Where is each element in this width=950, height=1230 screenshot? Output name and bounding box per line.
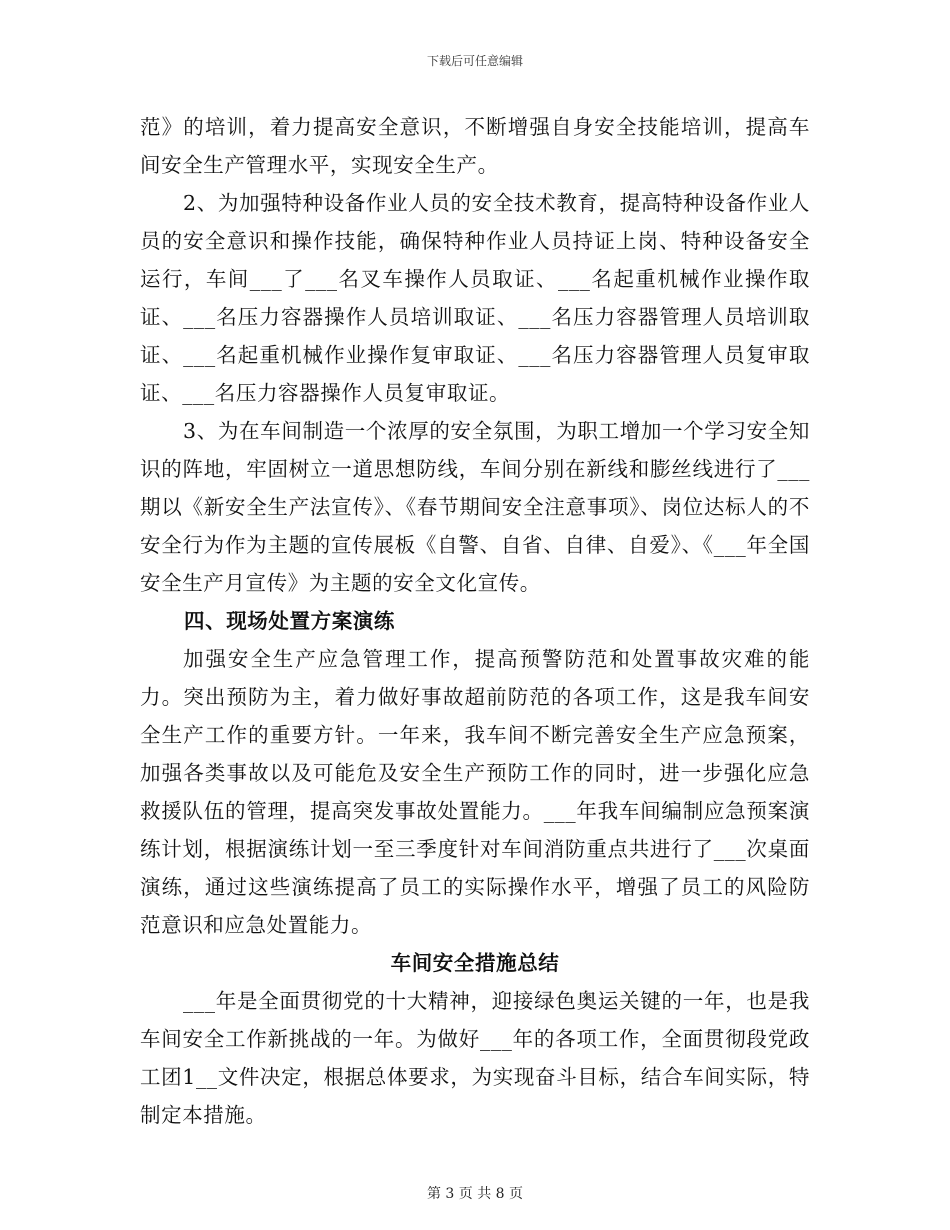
section-title: 车间安全措施总结 (390, 951, 560, 975)
page-number: 第 3 页 共 8 页 (426, 1186, 524, 1202)
paragraph-item-3: 3、为在车间制造一个浓厚的安全氛围，为职工增加一个学习安全知识的阵地，牢固树立一道思想防线，车间分别在新线和膨丝线进行了___期以《新安全生产法宣传》、《春节期间安全注意事项》、岗位达标人的不安全行为作为主题的宣传展板《自警、自省、自律、自爱》、《___年全国安全生产月宣传》为主题的安全文化宣传。 (140, 419, 810, 595)
paragraph-measures: ___年是全面贯彻党的十大精神，迎接绿色奥运关键的一年，也是我车间安全工作新挑战的一年。为做好___年的各项工作，全面贯彻段党政工团1__文件决定，根据总体要求，为实现奋斗目标，结合车间实际，特制定本措施。 (140, 989, 810, 1127)
paragraph-drill: 加强安全生产应急管理工作，提高预警防范和处置事故灾难的能力。突出预防为主，着力做好事故超前防范的各项工作，这是我车间安全生产工作的重要方针。一年来，我车间不断完善安全生产应急预案，加强各类事故以及可能危及安全生产预防工作的同时，进一步强化应急救援队伍的管理，提高突发事故处置能力。___年我车间编制应急预案演练计划，根据演练计划一至三季度针对车间消防重点共进行了___次桌面演练，通过这些演练提高了员工的实际操作水平，增强了员工的风险防范意识和应急处置能力。 (140, 647, 810, 937)
header-note: 下载后可任意编辑 (426, 54, 523, 68)
document-body (140, 108, 810, 1134)
paragraph-continuation: 范》的培训，着力提高安全意识，不断增强自身安全技能培训，提高车间安全生产管理水平，实现安全生产。 (140, 115, 810, 177)
section-heading-4: 四、现场处置方案演练 (184, 609, 395, 633)
paragraph-item-2: 2、为加强特种设备作业人员的安全技术教育，提高特种设备作业人员的安全意识和操作技能，确保特种作业人员持证上岗、特种设备安全运行，车间___了___名叉车操作人员取证、___名起重机械作业操作取证、___名压力容器操作人员培训取证、___名压力容器管理人员培训取证、___名起重机械作业操作复审取证、___名压力容器管理人员复审取证、___名压力容器操作人员复审取证。 (140, 191, 810, 405)
